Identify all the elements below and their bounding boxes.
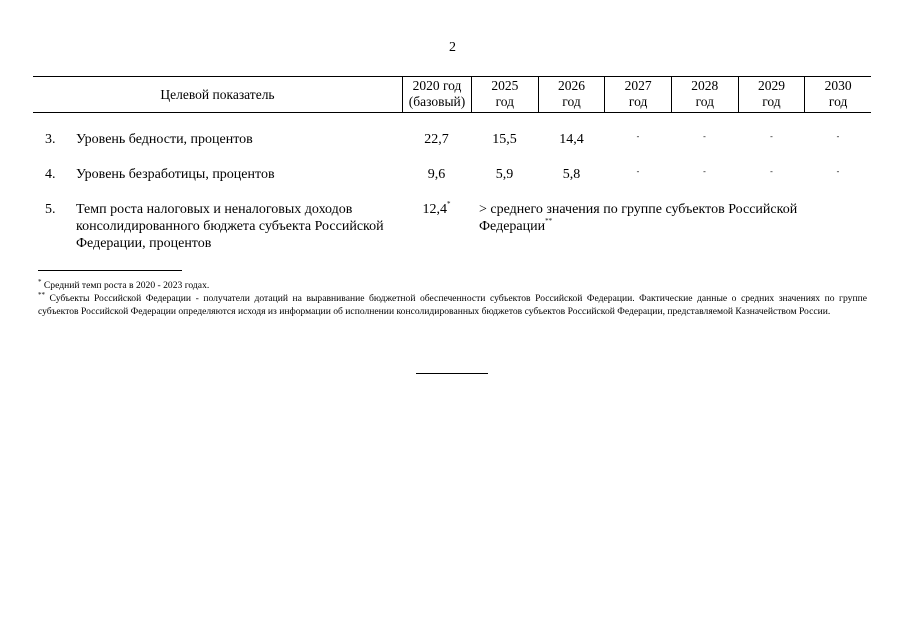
- page-number: 2: [449, 40, 456, 55]
- header-year-2028: 2028 год: [671, 77, 738, 112]
- value-2026: 5,8: [562, 167, 581, 182]
- value-base: 12,4*: [422, 200, 451, 217]
- indicator-name: Уровень безработицы, процентов: [76, 167, 275, 182]
- header-year-2027: 2027 год: [604, 77, 671, 112]
- header-year-2025: 2025 год: [471, 77, 538, 112]
- footnote-item: * Средний темп роста в 2020 - 2023 годах.: [38, 278, 210, 291]
- value-2029: -: [770, 132, 773, 141]
- end-rule: [416, 373, 488, 374]
- value-2027: -: [636, 132, 640, 141]
- header-year-2026: 2026 год: [538, 77, 605, 112]
- header-base-year: 2020 год (базовый): [402, 77, 471, 112]
- header-year-2029: 2029 год: [738, 77, 805, 112]
- header-indicator: Целевой показатель: [160, 87, 275, 102]
- header-year-2030: 2030 год: [804, 77, 871, 112]
- value-base: 9,6: [427, 167, 446, 182]
- value-2030: -: [836, 132, 840, 141]
- value-2028: -: [703, 167, 706, 176]
- value-2030: -: [836, 167, 840, 176]
- footnote-ref: *: [447, 200, 451, 208]
- table-header: [33, 76, 871, 113]
- target-indicators-table: [33, 76, 871, 251]
- indicator-name: Уровень бедности, процентов: [76, 132, 253, 147]
- footnote-item: ** Субъекты Российской Федерации - получатели дотаций на выравнивание бюджетной обеспеченности субъектов Российской Федерации. Фактические данные о средних значениях по группе субъектов Российской Федерации определяются исходя из информации об исполнении консолидированных бюджетов субъектов Российской Федерации, представляемой Казначейством России.: [38, 291, 867, 317]
- value-2025-2030: > среднего значения по группе субъектов Российской Федерации**: [479, 202, 798, 234]
- value-2026: 14,4: [559, 132, 584, 147]
- indicator-name: Темп роста налоговых и неналоговых доходов консолидированного бюджета субъекта Российской Федерации, процентов: [76, 202, 384, 251]
- footnote-ref: **: [545, 217, 553, 225]
- row-number: 4.: [45, 167, 56, 182]
- row-number: 3.: [45, 132, 56, 147]
- row-number: 5.: [45, 202, 56, 217]
- value-2025: 15,5: [492, 132, 517, 147]
- value-base: 22,7: [424, 132, 449, 147]
- value-2028: -: [703, 132, 706, 141]
- value-2027: -: [636, 167, 640, 176]
- value-2029: -: [770, 167, 773, 176]
- footnote-separator: [38, 270, 182, 271]
- value-2025: 5,9: [495, 167, 514, 182]
- footnotes: [38, 279, 867, 318]
